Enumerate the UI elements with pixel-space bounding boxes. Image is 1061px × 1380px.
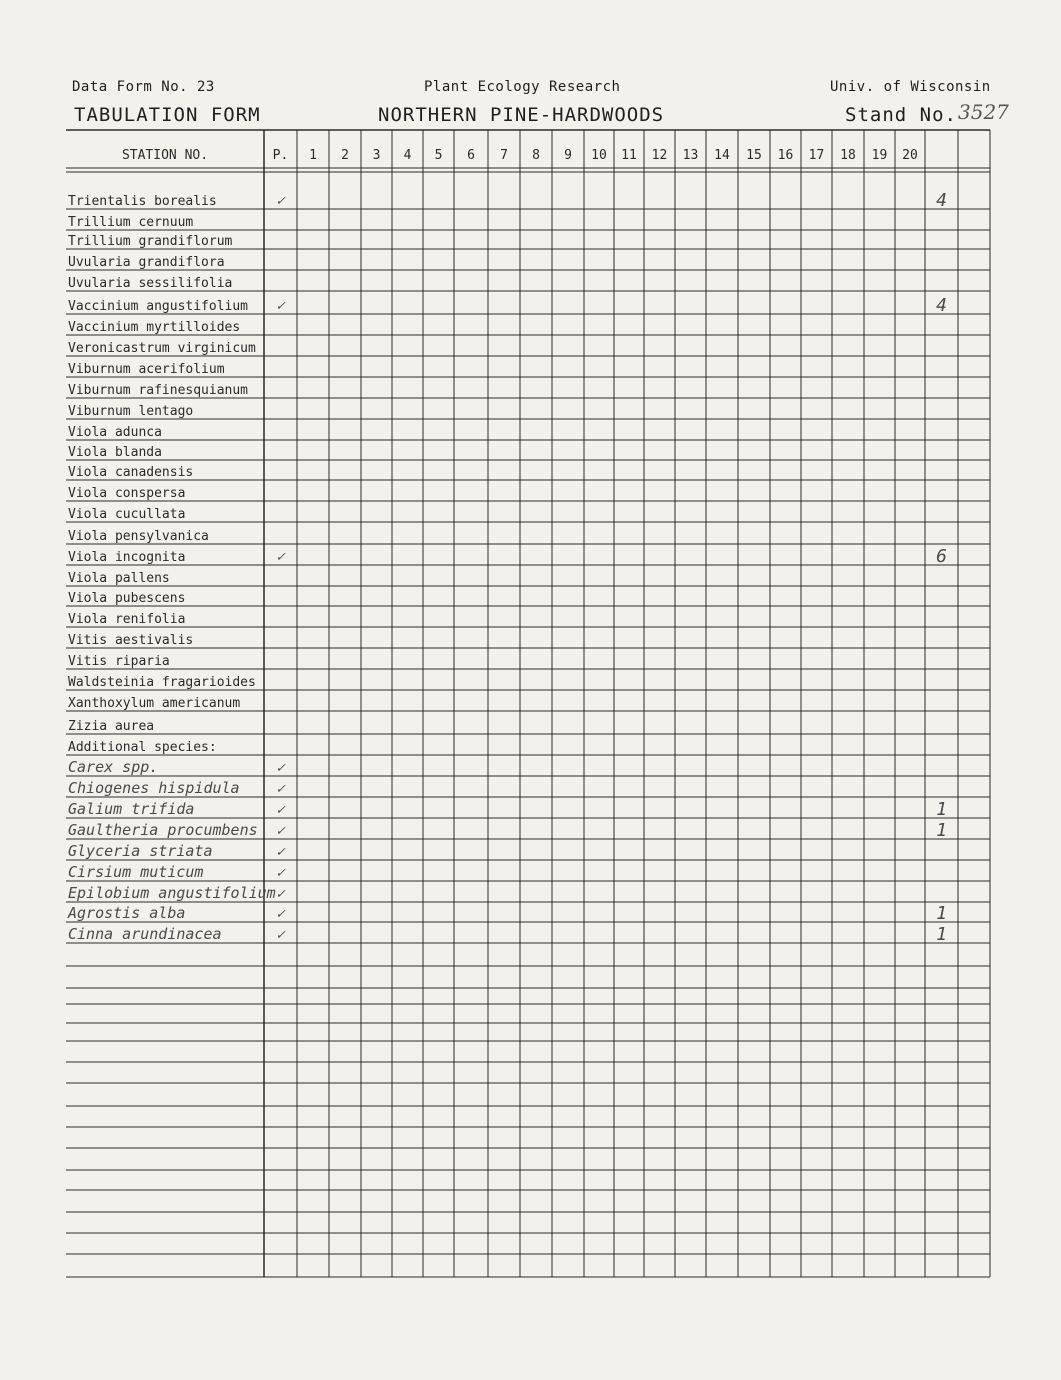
community-title: NORTHERN PINE-HARDWOODS (378, 104, 665, 126)
station-column-header: 16 (777, 148, 794, 163)
species-name: Veronicastrum virginicum (68, 341, 256, 356)
species-name: Viola pensylvanica (68, 529, 209, 544)
frequency-count: 1 (936, 924, 947, 945)
species-name: Xanthoxylum americanum (68, 696, 241, 711)
presence-check-mark: ✓ (276, 927, 285, 943)
species-name: Trientalis borealis (68, 194, 217, 209)
species-name: Vaccinium angustifolium (68, 299, 249, 314)
presence-check-mark: ✓ (276, 906, 285, 922)
species-name: Viola incognita (68, 550, 186, 565)
station-column-header: 17 (808, 148, 825, 163)
species-name: Vitis riparia (68, 654, 170, 669)
frequency-count: 4 (936, 295, 947, 316)
station-column-header: 11 (621, 148, 637, 163)
station-number-header: STATION NO. (121, 148, 209, 163)
station-column-header: 14 (714, 148, 730, 163)
frequency-count: 1 (936, 799, 947, 820)
station-column-header: 6 (467, 148, 475, 163)
species-name: Viburnum lentago (68, 404, 194, 419)
station-column-header: 1 (309, 148, 317, 163)
frequency-count: 1 (936, 903, 947, 924)
university-name: Univ. of Wisconsin (830, 79, 991, 95)
species-name-handwritten: Carex spp. (68, 758, 159, 776)
species-name-handwritten: Gaultheria procumbens (68, 821, 258, 839)
frequency-count: 6 (936, 546, 947, 567)
frequency-count: 4 (936, 190, 947, 211)
species-name: Viola adunca (68, 425, 162, 440)
species-name: Vaccinium myrtilloides (68, 320, 241, 335)
stand-number-value: 3527 (958, 100, 1009, 124)
station-column-header: 7 (500, 148, 508, 163)
station-column-header: 9 (564, 148, 572, 163)
presence-check-mark: ✓ (276, 193, 285, 209)
species-name-handwritten: Cirsium muticum (68, 863, 204, 881)
station-column-header: 19 (871, 148, 888, 163)
form-number: Data Form No. 23 (72, 79, 215, 95)
presence-check-mark: ✓ (276, 802, 285, 818)
presence-column-header: P. (272, 148, 289, 163)
species-name: Viola pubescens (68, 591, 186, 606)
species-name-handwritten: Glyceria striata (68, 842, 213, 860)
station-column-header: 5 (434, 148, 443, 163)
species-name: Viola blanda (68, 445, 162, 460)
species-name-handwritten: Cinna arundinacea (68, 925, 222, 943)
station-column-header: 2 (341, 148, 349, 163)
species-name: Trillium cernuum (68, 215, 194, 230)
station-column-header: 4 (403, 148, 412, 163)
stand-number-label: Stand No. (845, 104, 957, 126)
frequency-count: 1 (936, 820, 947, 841)
species-name: Vitis aestivalis (68, 633, 194, 648)
species-name: Uvularia grandiflora (68, 255, 225, 270)
species-name: Additional species: (68, 740, 217, 755)
presence-check-mark: ✓ (276, 298, 285, 314)
presence-check-mark: ✓ (276, 823, 285, 839)
species-name: Viola canadensis (68, 465, 194, 480)
species-name: Trillium grandiflorum (68, 234, 233, 249)
station-column-header: 13 (682, 148, 699, 163)
species-name: Viburnum acerifolium (68, 362, 225, 377)
organization-name: Plant Ecology Research (424, 79, 621, 95)
station-column-header: 15 (746, 148, 762, 163)
presence-check-mark: ✓ (276, 760, 285, 776)
presence-check-mark: ✓ (276, 865, 285, 881)
species-name: Viola cucullata (68, 507, 186, 522)
species-name: Viola pallens (68, 571, 170, 586)
station-column-header: 10 (591, 148, 607, 163)
species-name: Uvularia sessilifolia (68, 276, 233, 291)
species-name: Viola conspersa (68, 486, 186, 501)
species-name-handwritten: Epilobium angustifolium (68, 884, 276, 902)
species-name: Viola renifolia (68, 612, 186, 627)
station-column-header: 8 (532, 148, 540, 163)
species-name: Zizia aurea (68, 719, 155, 734)
station-column-header: 3 (372, 148, 381, 163)
presence-check-mark: ✓ (276, 886, 285, 902)
species-name-handwritten: Agrostis alba (68, 904, 186, 922)
species-name-handwritten: Galium trifida (68, 800, 195, 818)
station-column-header: 20 (902, 148, 918, 163)
presence-check-mark: ✓ (276, 549, 285, 565)
station-column-header: 12 (651, 148, 668, 163)
species-name: Waldsteinia fragarioides (68, 675, 256, 690)
species-name-handwritten: Chiogenes hispidula (68, 779, 240, 797)
form-title: TABULATION FORM (74, 104, 261, 126)
presence-check-mark: ✓ (276, 781, 285, 797)
presence-check-mark: ✓ (276, 844, 285, 860)
species-name: Viburnum rafinesquianum (68, 383, 249, 398)
station-column-header: 18 (840, 148, 856, 163)
